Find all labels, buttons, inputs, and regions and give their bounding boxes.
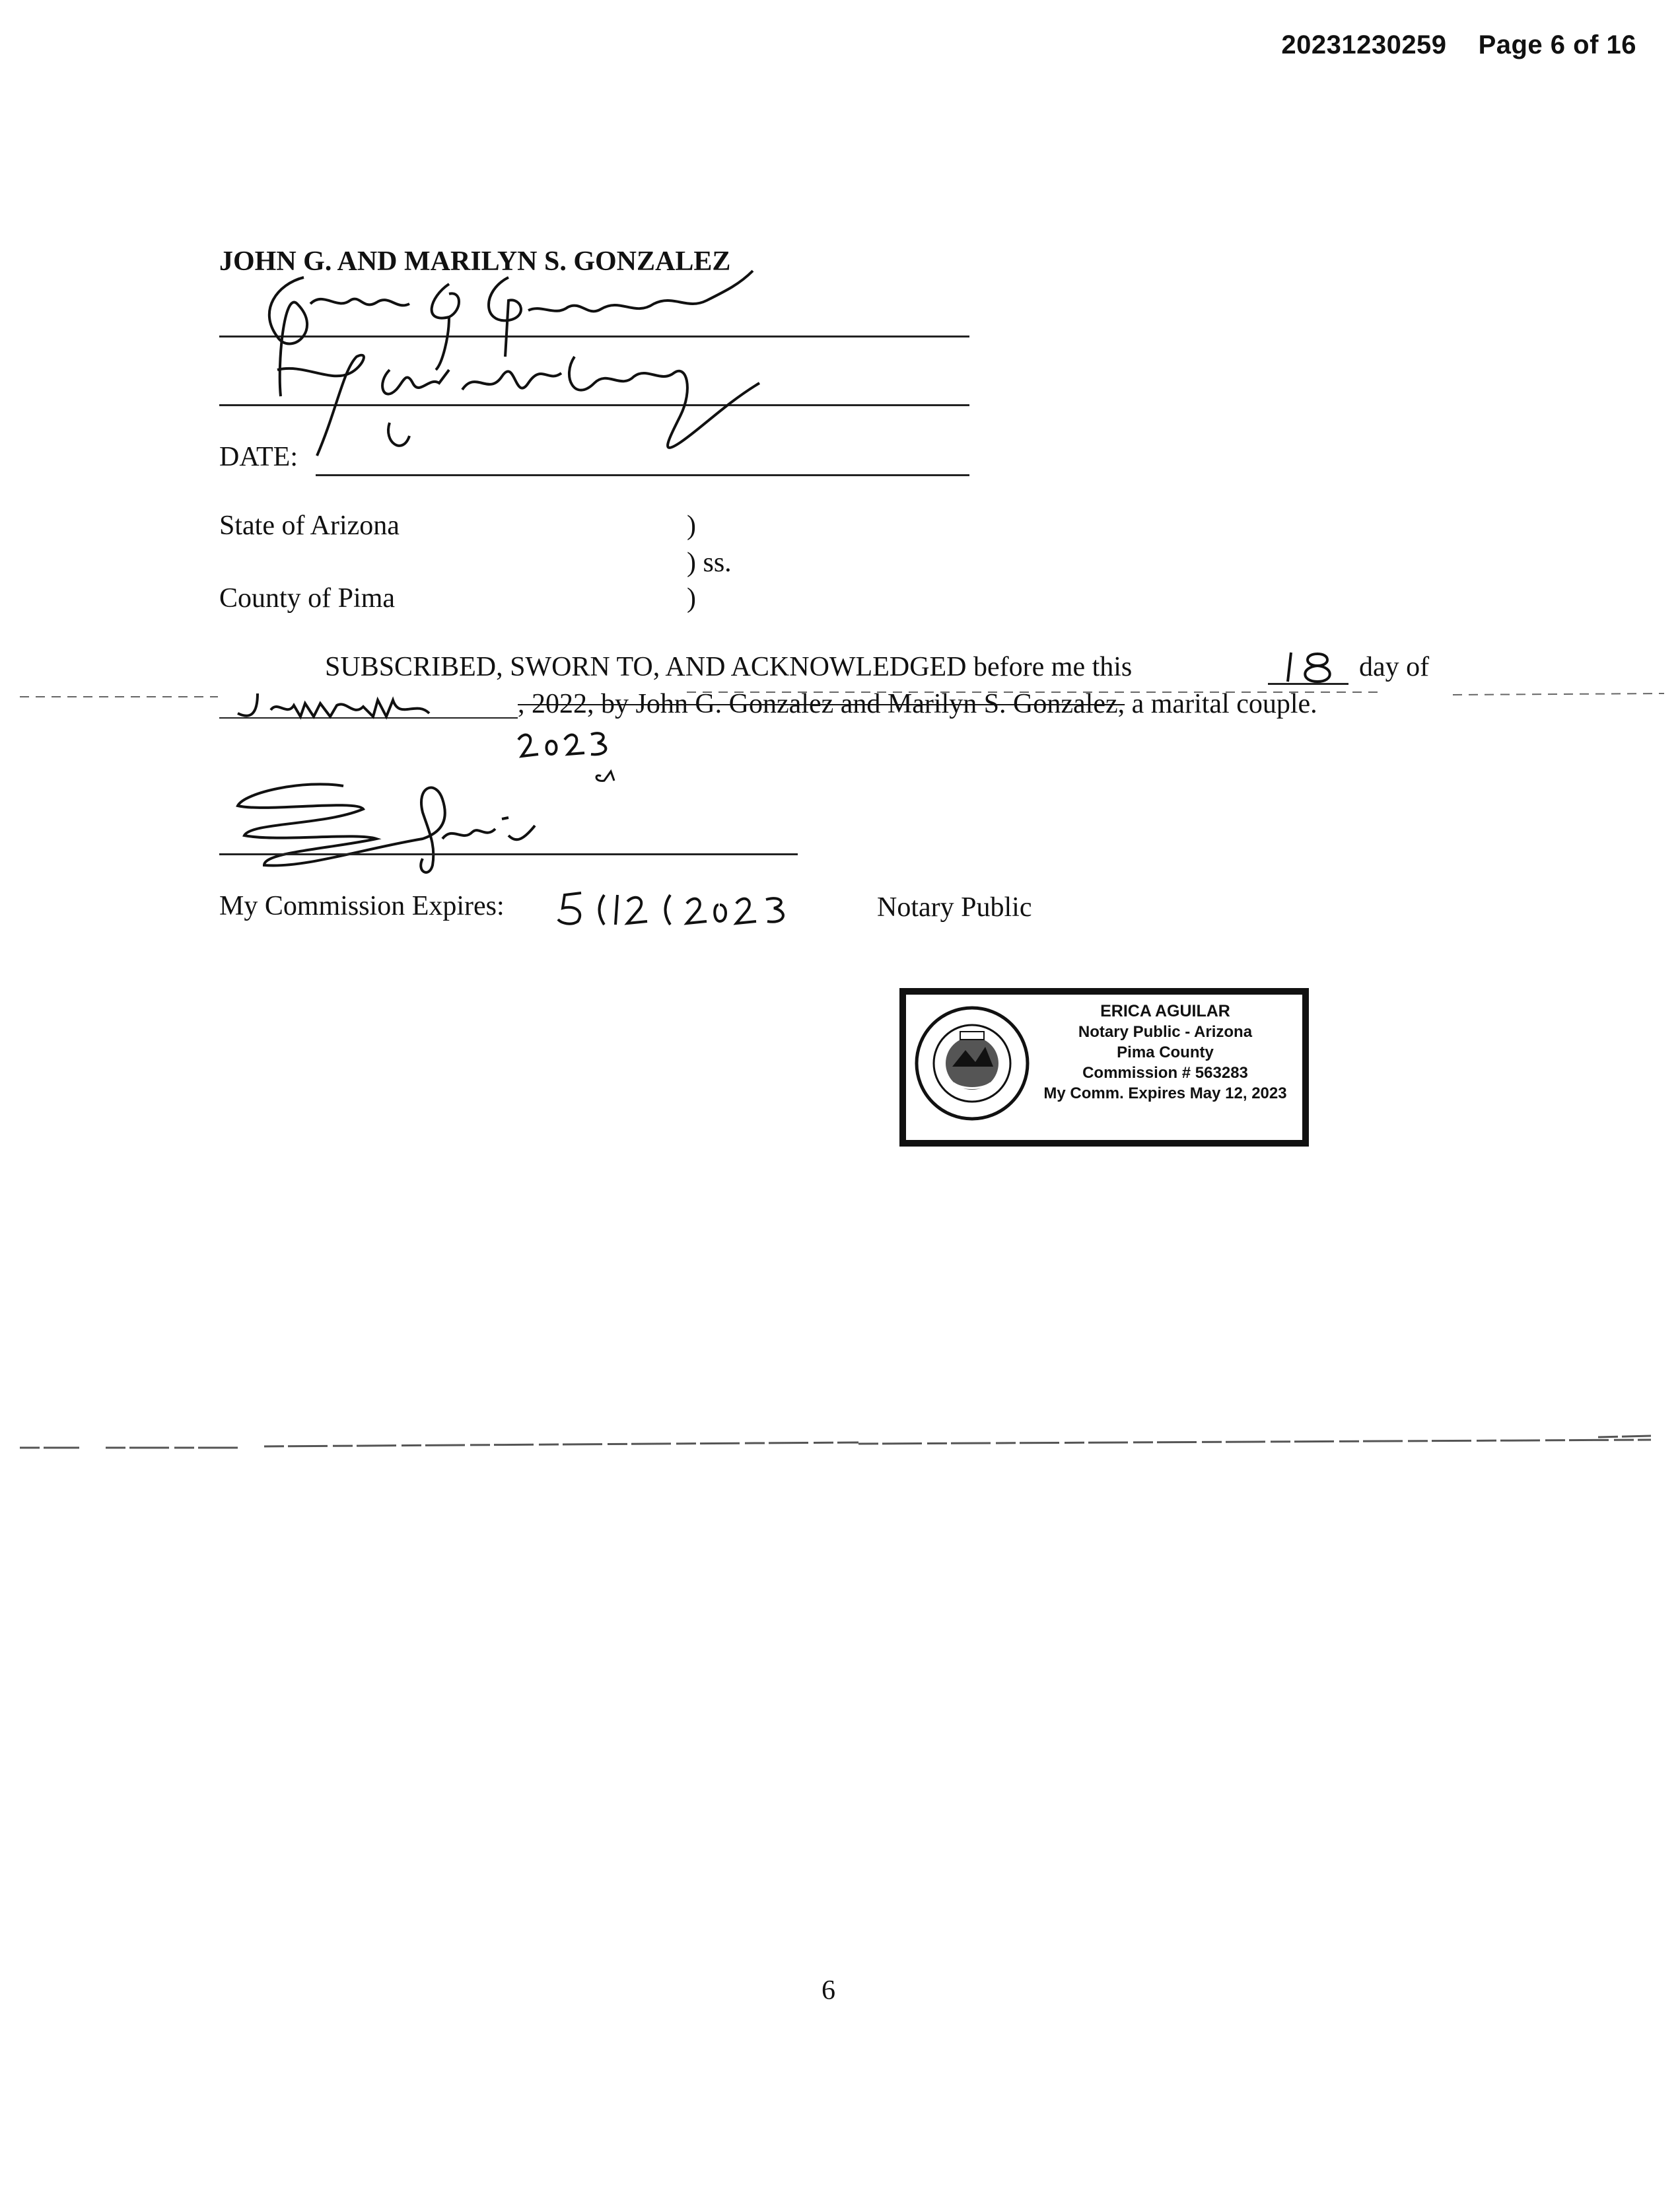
stamp-notary-name: ERICA AGUILAR — [1100, 1002, 1230, 1020]
notary-public-title: Notary Public — [877, 892, 1032, 923]
signature-marilyn-gonzalez — [264, 343, 766, 462]
jurat-text: SUBSCRIBED, SWORN TO, AND ACKNOWLEDGED before me this — [325, 652, 1133, 682]
state-seal-icon — [913, 1004, 1032, 1123]
notary-signature — [225, 760, 594, 878]
page-number: 6 — [822, 1975, 835, 2006]
scan-artifact-line-bottom — [0, 1433, 1680, 1460]
stamp-text — [1028, 1001, 1302, 1104]
stamp-commission-number: Commission # 563283 — [1082, 1064, 1248, 1082]
signatory-title: JOHN G. AND MARILYN S. GONZALEZ — [219, 246, 731, 277]
stamp-county: Pima County — [1117, 1044, 1214, 1061]
notary-signature-line — [219, 853, 798, 855]
venue-paren-ss: ) ss. — [687, 548, 732, 578]
page-indicator: Page 6 of 16 — [1478, 30, 1636, 59]
commission-label: My Commission Expires: — [219, 891, 505, 921]
stamp-notary-title: Notary Public - Arizona — [1078, 1023, 1253, 1041]
venue-paren-bottom: ) — [687, 583, 696, 614]
document-number: 20231230259 — [1281, 30, 1447, 59]
struck-text: , 2022, by John G. Gonzalez and Marilyn S. Gonzalez, a marital couple. — [518, 689, 1317, 719]
handwritten-commission-expiry — [555, 885, 799, 931]
scan-artifact-line-top — [0, 687, 1680, 707]
date-label: DATE: — [219, 442, 298, 472]
jurat-marital-couple: a marital couple. — [1131, 689, 1317, 719]
page-header — [1281, 30, 1636, 60]
jurat-day-of: day of — [1359, 652, 1430, 682]
stamp-expiry: My Comm. Expires May 12, 2023 — [1043, 1084, 1287, 1102]
venue-paren-top: ) — [687, 511, 696, 541]
venue-state: State of Arizona — [219, 511, 400, 541]
notary-stamp — [899, 988, 1309, 1147]
venue-county: County of Pima — [219, 583, 396, 614]
handwritten-day — [1281, 647, 1341, 687]
